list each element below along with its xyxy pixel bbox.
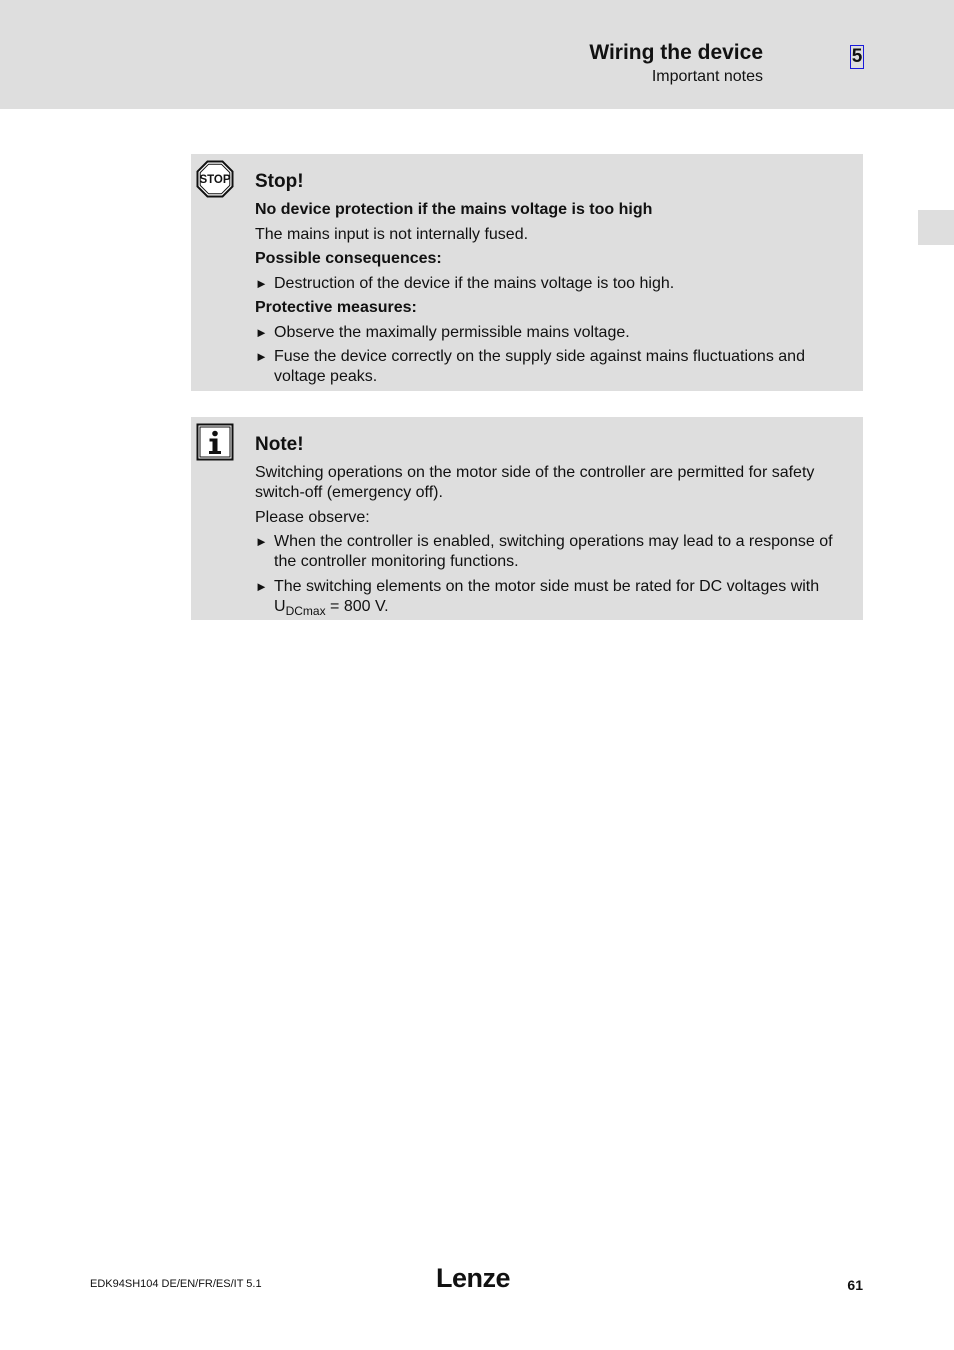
bullet-arrow-icon: ► — [255, 276, 268, 291]
document-id: EDK94SH104 DE/EN/FR/ES/IT 5.1 — [90, 1278, 262, 1290]
page-header — [0, 0, 954, 109]
consequences-label: Possible consequences: — [255, 250, 442, 267]
measure-item — [255, 323, 857, 343]
consequence-text: Destruction of the device if the mains voltage is too high. — [274, 275, 675, 292]
chapter-side-tab — [918, 210, 954, 245]
measure-text: Fuse the device correctly on the supply side against mains fluctuations and voltage peaks. — [274, 348, 805, 385]
chapter-number-badge: 5 — [851, 46, 863, 67]
stop-heading: Stop! — [255, 171, 304, 192]
info-icon — [196, 423, 234, 466]
bullet-arrow-icon: ► — [255, 579, 268, 594]
stop-subheading: No device protection if the mains voltage is too high — [255, 201, 653, 218]
measures-label: Protective measures: — [255, 299, 417, 316]
note-notice — [191, 417, 863, 620]
voltage-subscript: DCmax — [285, 604, 326, 619]
bullet-arrow-icon: ► — [255, 349, 268, 364]
stop-notice-body — [255, 154, 857, 387]
stop-sign-icon — [196, 160, 234, 203]
observe-label: Please observe: — [255, 509, 370, 526]
note-bullet-text: The switching elements on the motor side must be rated for DC voltages with U — [274, 578, 820, 615]
stop-text: The mains input is not internally fused. — [255, 226, 529, 243]
note-bullet-item — [255, 577, 857, 621]
note-bullet-value: = 800 V. — [325, 598, 389, 615]
stop-notice — [191, 154, 863, 391]
page-number: 61 — [847, 1277, 863, 1293]
note-heading: Note! — [255, 434, 304, 455]
bullet-arrow-icon: ► — [255, 325, 268, 340]
consequence-item — [255, 274, 857, 294]
note-notice-body — [255, 417, 857, 621]
note-bullet-text: When the controller is enabled, switching operations may lead to a response of the controller monitoring functions. — [274, 533, 833, 570]
lenze-logo: Lenze — [436, 1263, 511, 1293]
note-text: Switching operations on the motor side of the controller are permitted for safety switch-off (emergency off). — [255, 464, 815, 501]
measure-item — [255, 347, 857, 387]
bullet-arrow-icon: ► — [255, 534, 268, 549]
page-title: Wiring the device — [589, 41, 763, 64]
note-bullet-item — [255, 532, 857, 572]
stop-sign-text: STOP — [199, 174, 231, 187]
page-subtitle: Important notes — [651, 68, 763, 85]
measure-text: Observe the maximally permissible mains voltage. — [274, 324, 630, 341]
